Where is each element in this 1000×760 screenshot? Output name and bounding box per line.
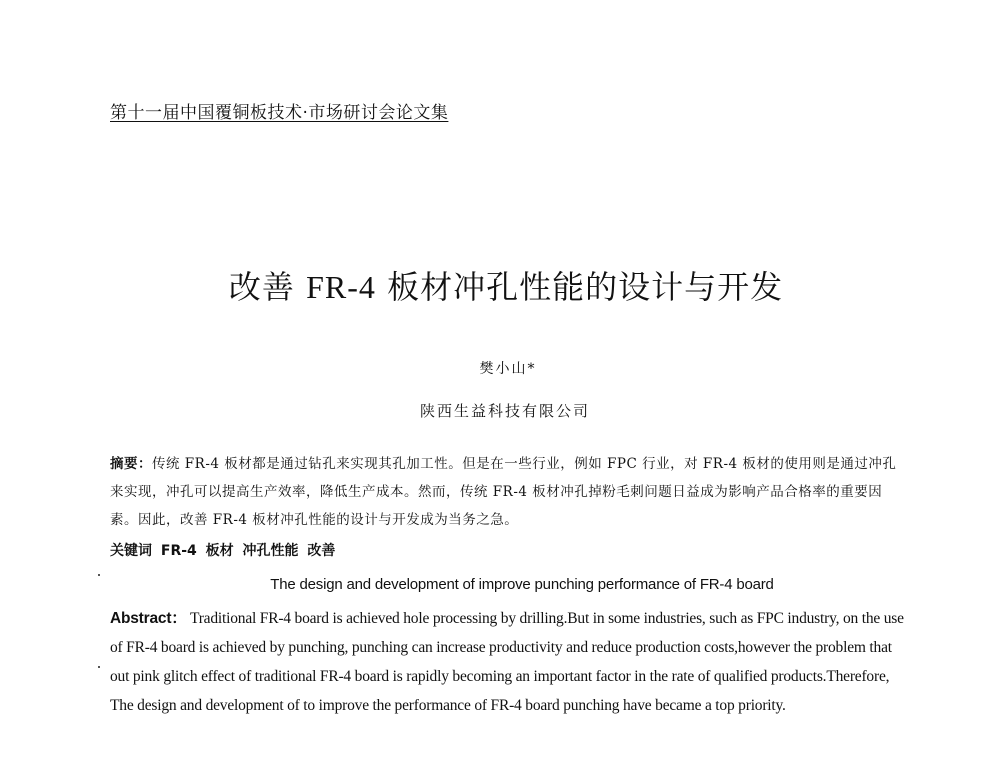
scan-speck (98, 666, 100, 668)
keywords-label: 关键词 (110, 543, 152, 559)
paper-title (0, 262, 1000, 308)
english-abstract (110, 604, 910, 720)
title-suffix: 板材冲孔性能的设计与开发 (387, 268, 784, 306)
keywords-line (110, 540, 335, 560)
author-name: 樊小山* (479, 361, 537, 377)
english-abstract-text: Traditional FR-4 board is achieved hole processing by drilling.But in some industries, such as FPC industry, on the use of FR-4 board is achieved by punching, punching can increase productivity and reduce production costs,however the problem that out pink glitch effect of traditional FR-4 board is rapidly becoming an important factor in the rate of qualified products.Therefore, The design and development of to improve the performance of FR-4 board punching have became a top priority. (110, 610, 904, 714)
keyword-item: 冲孔性能 (242, 543, 299, 559)
chinese-abstract-label: 摘要： (110, 456, 152, 472)
title-prefix: 改善 (228, 268, 295, 306)
running-header: 第十一届中国覆铜板技术·市场研讨会论文集 (110, 103, 449, 123)
title-latin: FR-4 (306, 269, 376, 305)
keyword-item: FR-4 板材 (160, 543, 234, 559)
keyword-item: 改善 (307, 543, 336, 559)
english-title: The design and development of improve punching performance of FR-4 board (270, 576, 774, 593)
author-affiliation: 陕西生益科技有限公司 (419, 402, 590, 420)
english-abstract-label: Abstract： (110, 610, 187, 627)
chinese-abstract-text: 传统 FR-4 板材都是通过钻孔来实现其孔加工性。但是在一些行业，例如 FPC 行业，对 FR-4 板材的使用则是通过冲孔来实现，冲孔可以提高生产效率，降低生产成本。然而，传统 FR-4 板材冲孔掉粉毛刺问题日益成为影响产品合格率的重要因素。因此，改善 FR-4 板材冲孔性能的设计与开发成为当务之急。 (110, 456, 897, 528)
scan-speck (98, 574, 100, 576)
chinese-abstract (110, 450, 910, 534)
